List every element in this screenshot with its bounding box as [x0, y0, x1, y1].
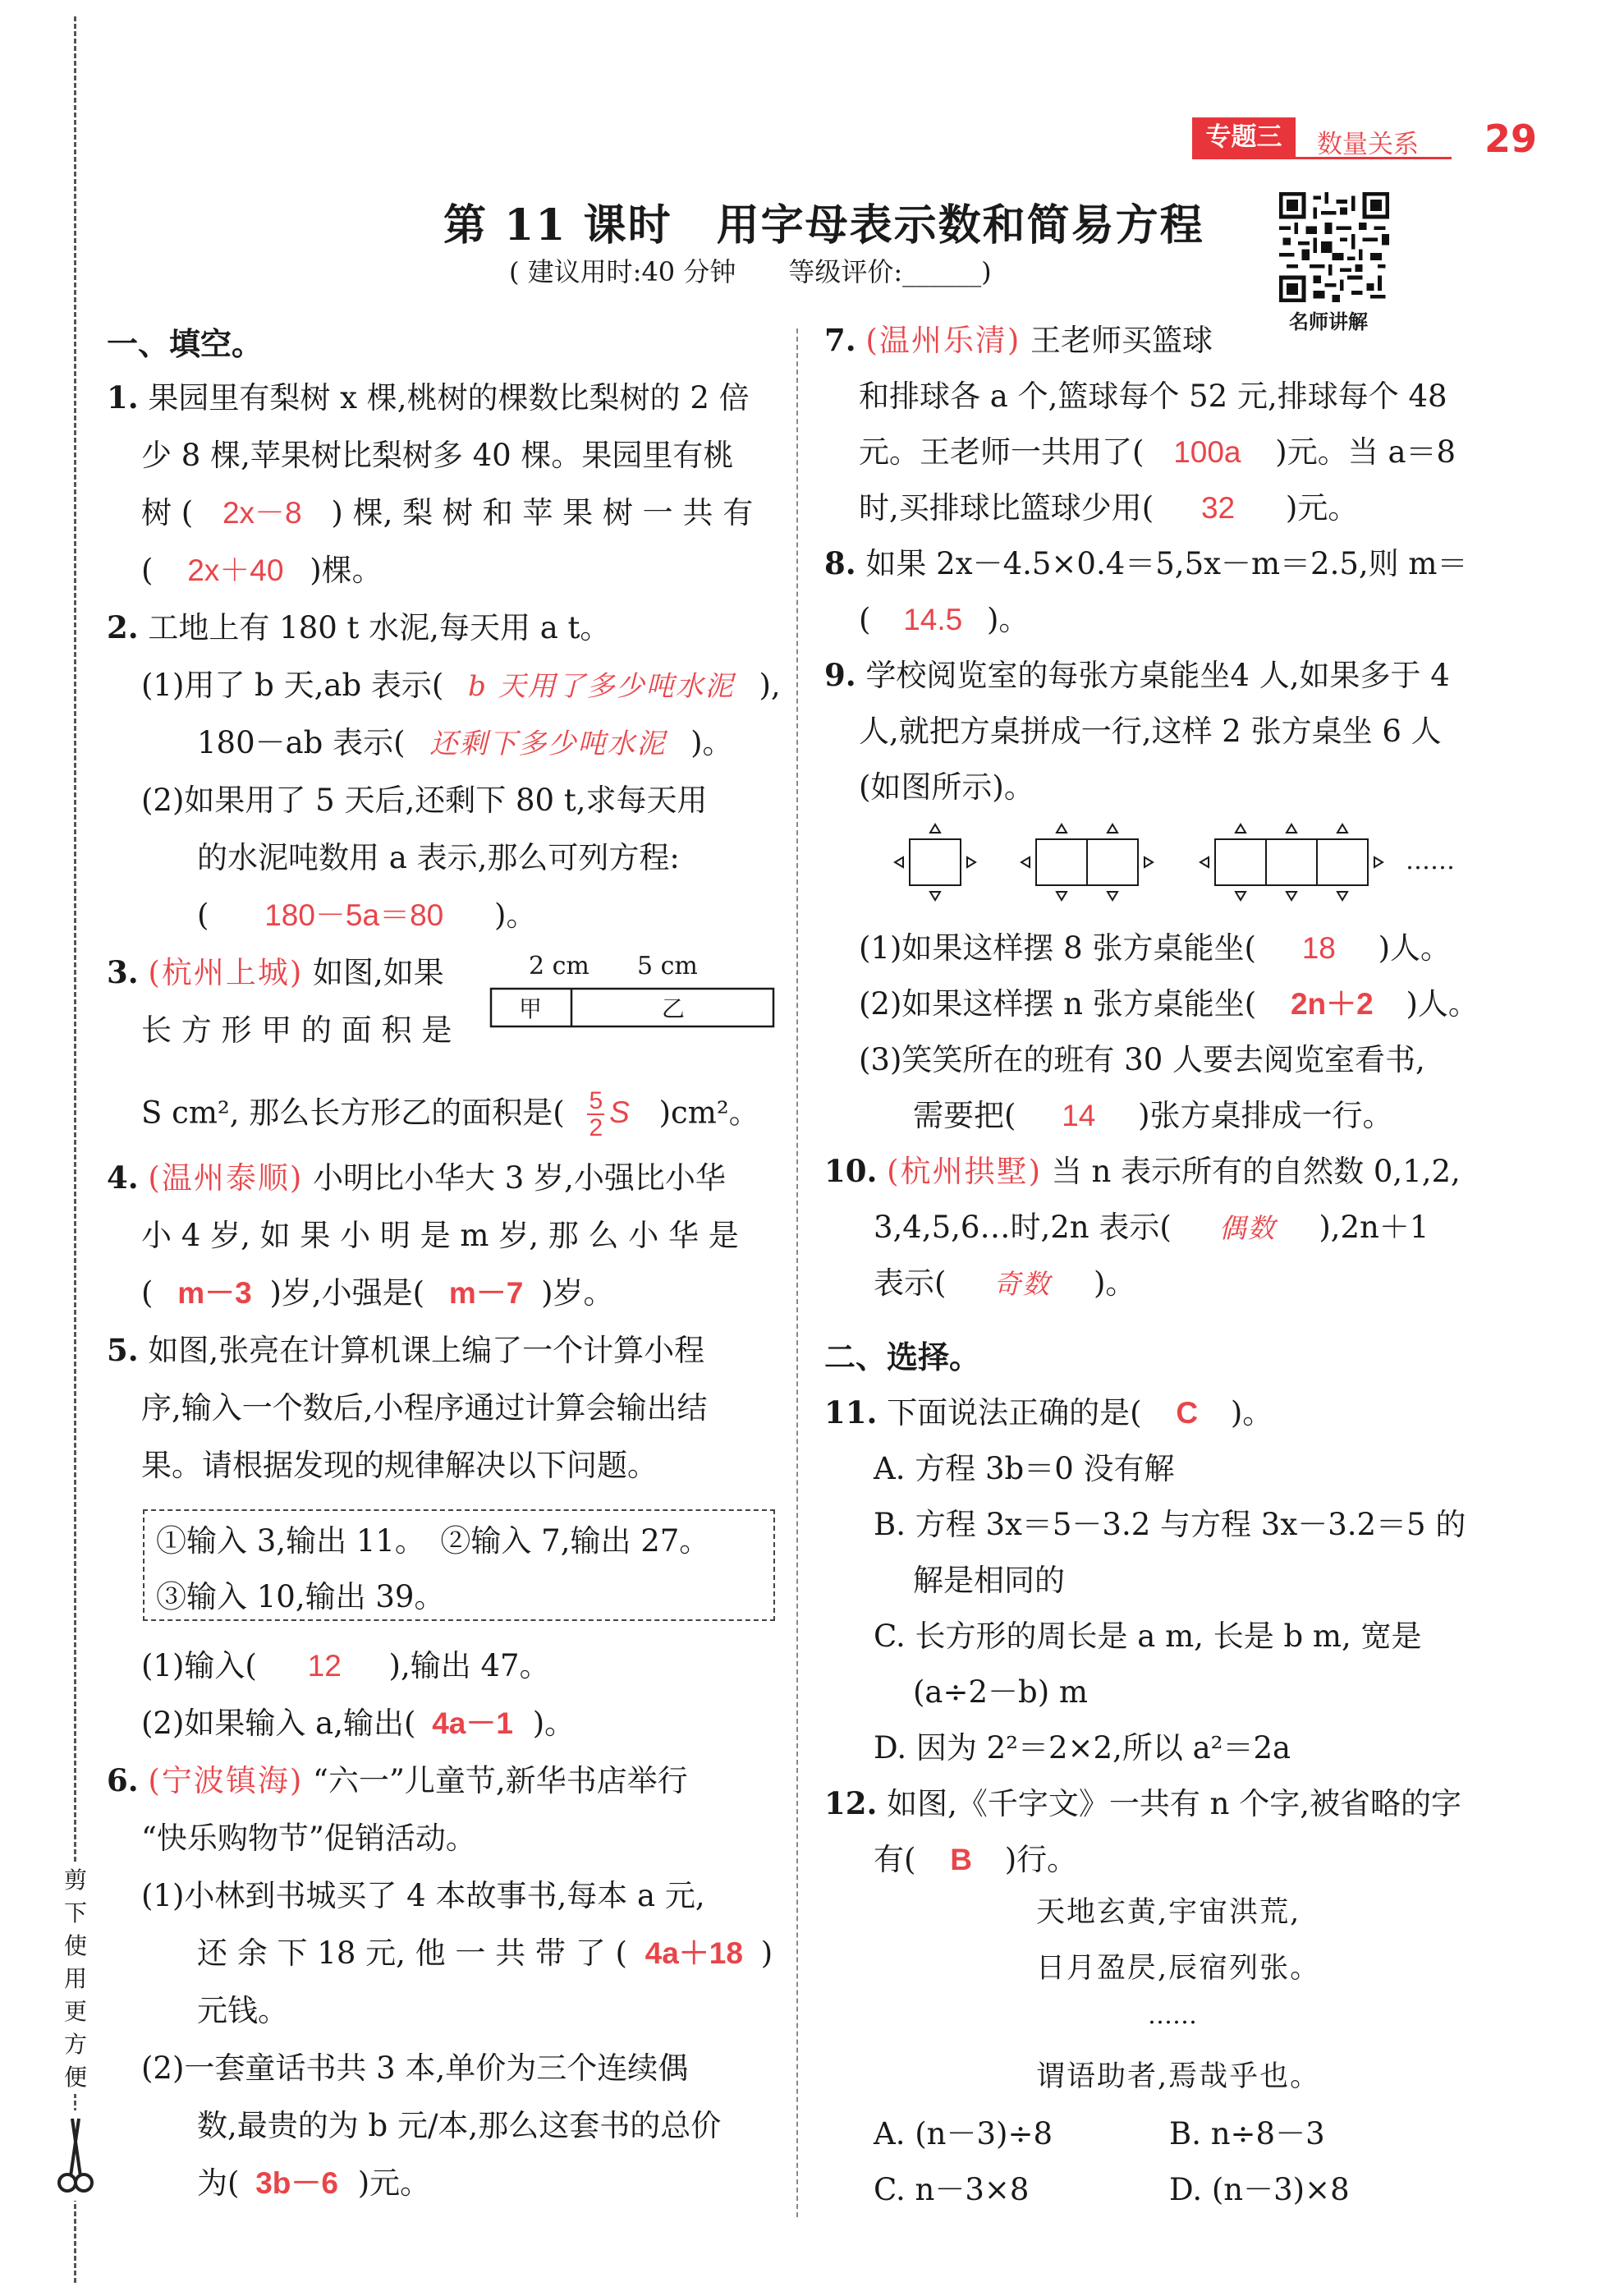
question-11-option-a: A. 方程 3b＝0 没有解: [874, 1451, 1175, 1486]
question-text: )。: [986, 602, 1030, 637]
question-text: 小明比小华大 3 岁,小强比小华: [313, 1160, 726, 1196]
question-4-line-1: [107, 1159, 726, 1196]
question-text: )。: [1230, 1395, 1273, 1430]
section-choice-heading: 二、选择。: [824, 1339, 981, 1375]
cut-note-char: 用: [63, 1965, 87, 1992]
question-7-line-4: [859, 490, 1359, 526]
question-text: (1)输入(: [141, 1648, 257, 1683]
question-text: 学校阅览室的每张方桌能坐4 人,如果多于 4: [865, 658, 1450, 693]
question-text: )元。当 a＝8: [1275, 434, 1456, 470]
question-text: )棵。: [310, 553, 383, 588]
answer-5-1: 12: [307, 1649, 342, 1683]
answer-1-1: 2x－8: [222, 496, 302, 530]
question-text: 工地上有 180 t 水泥,每天用 a t。: [148, 610, 611, 645]
question-9-line-1: [824, 657, 1450, 693]
cut-note-char: 使: [63, 1932, 87, 1959]
question-text: )cm²。: [658, 1095, 759, 1131]
question-number: 10.: [824, 1153, 878, 1189]
question-text: )人。: [1378, 930, 1452, 966]
question-1-line-3: [141, 495, 754, 530]
question-2-part-1: [141, 668, 781, 703]
question-number: 7.: [824, 322, 856, 358]
answer-11: C: [1176, 1396, 1199, 1430]
question-text: 果园里有梨树 x 棵,桃树的棵数比梨树的 2 倍: [148, 380, 750, 416]
question-text: ): [760, 1936, 773, 1971]
question-7-line-1: [824, 322, 1213, 358]
question-3-line-1: [107, 954, 444, 990]
question-text: (: [141, 1275, 154, 1311]
question-text: 当 n 表示所有的自然数 0,1,2,: [1051, 1154, 1461, 1189]
question-text: 3,4,5,6…时,2n 表示(: [874, 1210, 1172, 1245]
question-number: 4.: [107, 1159, 139, 1196]
question-text: 时,买排球比篮球少用(: [859, 490, 1154, 526]
question-3-line-3: [141, 1089, 759, 1141]
page-number: 29: [1484, 117, 1538, 161]
cut-note-char: 剪: [63, 1867, 87, 1894]
question-text: (2)如果这样摆 n 张方桌能坐(: [859, 986, 1257, 1022]
question-2-part-2b: 的水泥吨数用 a 表示,那么可列方程:: [197, 840, 680, 875]
question-5-part-2: [141, 1706, 576, 1741]
question-text: 表示(: [874, 1265, 947, 1301]
scissors-icon: [57, 2110, 94, 2201]
question-5-part-1: [141, 1648, 550, 1683]
topic-tag: 专题三: [1192, 117, 1296, 157]
question-text: (: [197, 898, 209, 933]
question-7-line-2: 和排球各 a 个,篮球每个 52 元,排球每个 48: [859, 379, 1447, 414]
question-text: )元。: [357, 2165, 431, 2201]
answer-3-variable: S: [609, 1095, 630, 1130]
answer-12: B: [950, 1843, 972, 1876]
lesson-title: 第 11 课时 用字母表示数和简易方程: [443, 200, 1204, 250]
question-text: 为(: [197, 2165, 240, 2201]
question-text: 王老师买篮球: [1030, 323, 1213, 358]
question-text: 如果 2x－4.5×0.4＝5,5x－m＝2.5,则 m＝: [865, 546, 1468, 581]
question-5-line-2: 序,输入一个数后,小程序通过计算会输出结: [141, 1390, 708, 1426]
question-8-line-1: [824, 545, 1468, 581]
question-1-line-2: 少 8 棵,苹果树比梨树多 40 棵。果园里有桃: [141, 438, 734, 473]
section-fill-heading: 一、填空。: [107, 325, 264, 362]
question-text: (: [859, 602, 871, 637]
question-source: (温州泰顺): [148, 1160, 304, 1196]
question-source: (杭州上城): [148, 955, 304, 990]
question-text: 需要把(: [913, 1098, 1016, 1133]
answer-4-2: m－7: [448, 1276, 524, 1310]
question-3-line-2: 长 方 形 甲 的 面 积 是: [141, 1013, 452, 1048]
table-square: [1036, 839, 1087, 885]
question-11-option-c: C. 长方形的周长是 a m, 长是 b m, 宽是: [874, 1619, 1422, 1654]
question-12-line-1: [824, 1785, 1462, 1821]
question-6-part-1b: [197, 1936, 773, 1971]
question-6-line-1: [107, 1762, 688, 1798]
qr-code-icon[interactable]: [1279, 192, 1389, 302]
question-5-line-1: [107, 1332, 705, 1368]
poem-ellipsis: ……: [1148, 2001, 1197, 2030]
answer-4-1: m－3: [177, 1276, 252, 1310]
question-9-line-2: 人,就把方桌拼成一行,这样 2 张方桌坐 6 人: [859, 714, 1442, 749]
fraction-numerator: 5: [589, 1087, 603, 1114]
question-number: 6.: [107, 1762, 139, 1798]
question-source: (杭州拱墅): [887, 1154, 1043, 1189]
answer-2-3: 180－5a＝80: [264, 898, 444, 932]
question-text: ),2n＋1: [1319, 1210, 1429, 1245]
tables-figure: [887, 816, 1478, 908]
question-number: 3.: [107, 954, 139, 990]
figure-width-label: 5 cm: [637, 953, 698, 980]
io-box-line-1: ①输入 3,输出 11。 ②输入 7,输出 27。: [156, 1523, 710, 1559]
question-text: (1)如果这样摆 8 张方桌能坐(: [859, 930, 1256, 966]
fraction-denominator: 2: [589, 1114, 603, 1141]
question-1-line-4: [141, 553, 383, 588]
table-square: [910, 839, 961, 885]
question-7-line-3: [859, 434, 1456, 470]
answer-6-2: 3b－6: [255, 2166, 338, 2200]
question-text: )人。: [1406, 986, 1479, 1022]
question-1-line-1: [107, 379, 750, 416]
table-square: [1266, 839, 1317, 885]
question-11-option-b: B. 方程 3x＝5－3.2 与方程 3x－3.2＝5 的: [874, 1507, 1466, 1542]
topic-rule: [1192, 157, 1452, 159]
answer-3-fraction: [587, 1089, 604, 1141]
question-text: )岁,小强是(: [269, 1275, 425, 1311]
question-2-line-1: [107, 609, 611, 645]
question-6-part-1: (1)小林到书城买了 4 本故事书,每本 a 元,: [141, 1878, 705, 1913]
question-text: 树 (: [141, 495, 194, 530]
answer-7-1: 100a: [1173, 435, 1241, 469]
question-text: 元。王老师一共用了(: [859, 434, 1145, 470]
question-text: (: [141, 553, 154, 588]
question-12-option-d: D. (n－3)×8: [1169, 2172, 1350, 2207]
answer-8-1: 14.5: [903, 603, 963, 636]
answer-9-3: 14: [1062, 1099, 1096, 1132]
answer-2-2: 还剩下多少吨水泥: [429, 728, 667, 760]
question-2-part-2: (2)如果用了 5 天后,还剩下 80 t,求每天用: [141, 783, 708, 818]
cut-note: [59, 1864, 92, 2094]
question-6-part-2: (2)一套童话书共 3 本,单价为三个连续偶: [141, 2050, 689, 2086]
cut-note-char: 下: [63, 1899, 87, 1926]
figure-label-yi: 乙: [662, 995, 686, 1022]
cut-note-char: 方: [63, 2031, 87, 2058]
rectangle-figure: [489, 953, 775, 1031]
question-text: S cm², 那么长方形乙的面积是(: [141, 1095, 565, 1131]
question-10-line-1: [824, 1153, 1461, 1189]
question-number: 11.: [824, 1394, 878, 1430]
question-9-part-3b: [913, 1100, 1393, 1131]
question-6-line-2: “快乐购物节”促销活动。: [141, 1821, 476, 1856]
question-text: 下面说法正确的是(: [887, 1395, 1142, 1430]
cut-note-char: 更: [63, 1998, 87, 2025]
question-text: )岁。: [541, 1275, 614, 1311]
answer-6-1: 4a＋18: [645, 1936, 743, 1970]
figure-ellipsis: ……: [1406, 847, 1455, 875]
column-divider: [796, 328, 798, 2217]
io-box-line-2: ③输入 10,输出 39。: [156, 1579, 445, 1614]
answer-10-1: 偶数: [1218, 1212, 1277, 1244]
question-text: ),: [759, 668, 781, 703]
question-text: )张方桌排成一行。: [1138, 1098, 1393, 1133]
answer-9-1: 18: [1301, 931, 1336, 965]
poem-line-4: 谓语助者,焉哉乎也。: [1036, 2060, 1321, 2093]
question-10-line-2: [874, 1210, 1429, 1245]
question-text: 有(: [874, 1842, 916, 1877]
question-6-part-1c: 元钱。: [197, 1993, 288, 2028]
question-text: ),输出 47。: [388, 1648, 550, 1683]
question-4-line-3: [141, 1275, 614, 1311]
question-text: (2)如果输入 a,输出(: [141, 1706, 416, 1741]
question-text: 如图,如果: [313, 955, 444, 990]
question-number: 2.: [107, 609, 139, 645]
question-number: 9.: [824, 657, 856, 693]
question-number: 12.: [824, 1785, 878, 1821]
figure-width-label: 2 cm: [529, 953, 589, 980]
question-6-part-2c: [197, 2165, 431, 2201]
question-text: “六一”儿童节,新华书店举行: [313, 1763, 688, 1798]
question-11-option-d: D. 因为 2²＝2×2,所以 a²＝2a: [874, 1730, 1291, 1766]
poem-line-2: 日月盈昃,辰宿列张。: [1036, 1952, 1321, 1985]
question-number: 1.: [107, 379, 139, 416]
question-4-line-2: 小 4 岁, 如 果 小 明 是 m 岁, 那 么 小 华 是: [141, 1218, 739, 1253]
question-number: 5.: [107, 1332, 139, 1368]
poem-line-1: 天地玄黄,宇宙洪荒,: [1036, 1896, 1301, 1929]
question-text: 180－ab 表示(: [197, 725, 406, 760]
question-text: (1)用了 b 天,ab 表示(: [141, 668, 444, 703]
answer-5-2: 4a－1: [432, 1706, 513, 1740]
question-12-line-2: [874, 1844, 1077, 1875]
question-text: )。: [1093, 1265, 1136, 1301]
question-12-option-c: C. n－3×8: [874, 2172, 1030, 2207]
question-source: (宁波镇海): [148, 1763, 304, 1798]
question-number: 8.: [824, 545, 856, 581]
input-output-box: [143, 1509, 775, 1621]
qr-caption: 名师讲解: [1289, 310, 1368, 333]
question-text: )。: [690, 725, 733, 760]
lesson-subtitle: ( 建议用时:40 分钟 等级评价:______): [509, 256, 992, 287]
question-12-option-a: A. (n－3)÷8: [874, 2116, 1053, 2151]
question-text: 还 余 下 18 元, 他 一 共 带 了 (: [197, 1936, 627, 1971]
question-text: )元。: [1285, 490, 1359, 526]
question-text: )。: [494, 898, 537, 933]
cut-note-char: 便: [63, 2064, 87, 2091]
answer-9-2: 2n＋2: [1290, 987, 1374, 1021]
table-square: [1087, 839, 1138, 885]
question-11-line-1: [824, 1394, 1273, 1430]
question-8-line-2: [859, 604, 1029, 635]
figure-label-jia: 甲: [519, 995, 543, 1022]
question-9-line-3: (如图所示)。: [859, 769, 1034, 805]
question-11-option-b-cont: 解是相同的: [913, 1563, 1065, 1598]
answer-2-1: b 天用了多少吨水泥: [468, 670, 735, 703]
question-text: 如图,《千字文》一共有 n 个字,被省略的字: [887, 1786, 1462, 1821]
answer-1-2: 2x＋40: [187, 553, 284, 587]
question-12-option-b: B. n÷8－3: [1169, 2116, 1325, 2151]
question-text: )。: [532, 1706, 576, 1741]
topic-name: 数量关系: [1317, 130, 1419, 159]
answer-10-2: 奇数: [993, 1268, 1052, 1300]
question-2-part-2c: [197, 898, 537, 933]
question-2-part-1b: [197, 725, 733, 760]
question-text: 如图,张亮在计算机课上编了一个计算小程: [148, 1333, 705, 1368]
question-5-line-3: 果。请根据发现的规律解决以下问题。: [141, 1448, 658, 1483]
question-11-option-c-cont: (a÷2－b) m: [913, 1674, 1089, 1710]
question-text: )行。: [1004, 1842, 1078, 1877]
question-9-part-2: [859, 986, 1479, 1022]
table-square: [1317, 839, 1368, 885]
question-9-part-3: (3)笑笑所在的班有 30 人要去阅览室看书,: [859, 1042, 1425, 1077]
question-10-line-3: [874, 1265, 1136, 1301]
question-text: ) 棵, 梨 树 和 苹 果 树 一 共 有: [331, 495, 754, 530]
table-square: [1215, 839, 1266, 885]
question-6-part-2b: 数,最贵的为 b 元/本,那么这套书的总价: [197, 2108, 722, 2143]
question-source: (温州乐清): [865, 323, 1021, 358]
question-9-part-1: [859, 930, 1452, 966]
answer-7-2: 32: [1200, 491, 1236, 525]
